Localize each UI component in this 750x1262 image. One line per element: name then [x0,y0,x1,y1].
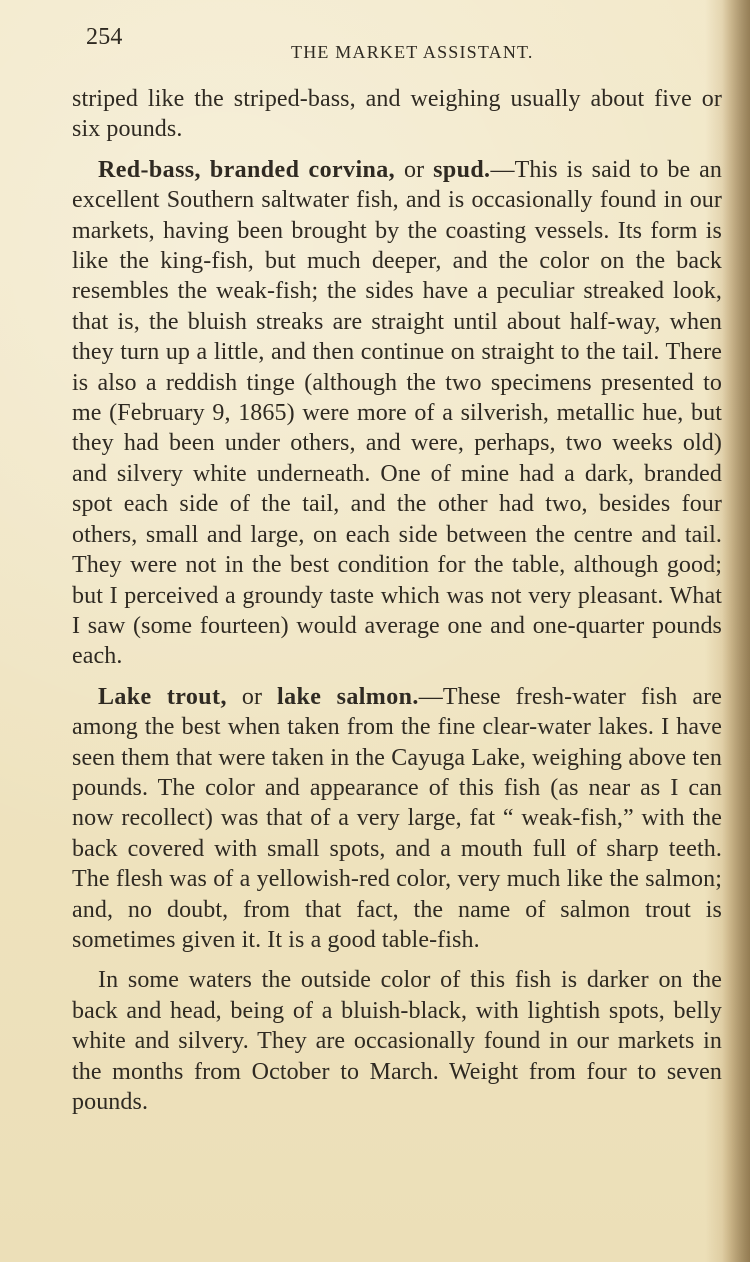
paragraph-4-text: In some waters the outside color of this fish is darker on the back and head, being of a bluish-black, with lightish spots, belly white and silvery. They are occasionally found in our markets in the months from October to March. Weight from four to seven pounds. [72,967,722,1115]
term-spud: spud. [433,156,491,183]
paragraph-3 [72,682,722,956]
paragraph-1-text: striped like the striped-bass, and weighing usually about five or six pounds. [72,86,722,143]
running-head: THE MARKET ASSISTANT. [291,42,534,62]
term-lake-trout: Lake trout, [98,683,227,710]
term-lake-salmon: lake salmon. [277,683,419,710]
page-header [86,24,720,64]
term-branded-corvina: branded corvina, [209,156,396,183]
paragraph-4 [72,965,722,1117]
page-gutter-shadow [722,0,750,1262]
page-text [72,84,722,1127]
term-red-bass: Red-bass, [98,156,201,183]
paragraph-2 [72,155,722,672]
paragraph-2-text: —This is said to be an excellent Southern saltwater fish, and is occasionally found in our markets, having been brought by the coasting vessels. Its form is like the king-fish, but much deeper, and the color on the back resembles the weak-fish; the sides have a peculiar streaked look, that is, the bluish streaks are straight until about half-way, when they turn up a little, and then continue on straight to the tail. There is also a reddish tinge (although the two specimens presented to me (February 9, 1865) were more of a silverish, metallic hue, but they had been under others, and were, perhaps, two weeks old) and silvery white underneath. One of mine had a dark, branded spot each side of the tail, and the other had two, besides four others, small and large, on each side between the centre and tail. They were not in the best condition for the table, although good; but I perceived a groundy taste which was not very pleasant. What I saw (some fourteen) would average one and one-quarter pounds each. [72,156,722,670]
paragraph-3-text: —These fresh-water fish are among the best when taken from the fine clear-water lakes. I have seen them that were taken in the Cayuga Lake, weighing above ten pounds. The color and appearance of this fish (as near as I can now recollect) was that of a very large, fat “ weak-fish,” with the back covered with small spots, and a mouth full of sharp teeth. The flesh was of a yellowish-red color, very much like the salmon; and, no doubt, from that fact, the name of salmon trout is sometimes given it. It is a good table-fish. [72,683,722,953]
paragraph-1 [72,84,722,145]
paragraph-2-connector: or [395,156,434,183]
page-number: 254 [86,24,123,50]
paragraph-3-connector: or [226,683,278,710]
